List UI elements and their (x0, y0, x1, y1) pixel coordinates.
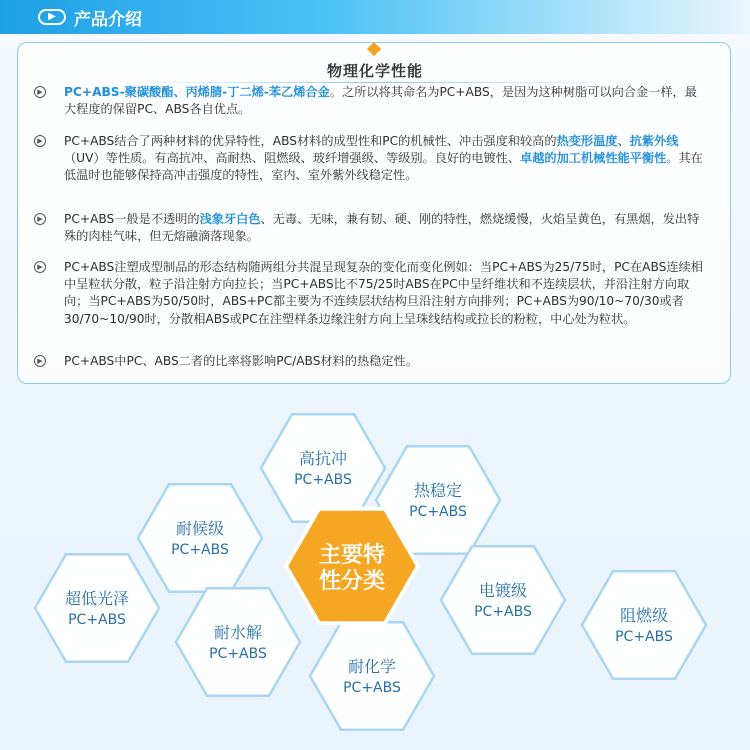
title-divider (125, 82, 625, 83)
hex-title: 耐化学 (347, 657, 397, 676)
hex-subtitle: PC+ABS (343, 680, 401, 696)
highlight-text: 卓越的加工机械性能平衡性 (520, 151, 667, 166)
paragraph-text (38, 84, 703, 118)
bullet-icon: ▶ (34, 261, 46, 273)
feature-hex (138, 484, 262, 591)
feature-hex (261, 414, 385, 521)
hex-title: 超低光泽 (64, 589, 130, 608)
highlight-text: PC+ABS-聚碳酸酯、丙烯腈-丁二烯-苯乙烯合金 (64, 85, 330, 99)
paragraph-text (38, 259, 703, 328)
hex-title: 热稳定 (413, 481, 463, 500)
hex-shape (138, 484, 262, 591)
paragraph-2 (38, 133, 703, 185)
hex-subtitle: PC+ABS (209, 646, 267, 662)
highlight-text: 热变形温度 (556, 134, 618, 148)
feature-hex (582, 571, 706, 678)
feature-hex (441, 546, 565, 653)
text-segment: PC+ABS一般是不透明的 (64, 212, 200, 226)
feature-hex (35, 554, 159, 661)
highlight-text: 抗紫外线 (629, 134, 679, 148)
hex-shape (441, 546, 565, 653)
center-hex-label: 性分类 (318, 569, 386, 594)
hex-subtitle: PC+ABS (474, 604, 532, 620)
play-circle-icon: ▶ (38, 9, 66, 25)
text-segment: PC+ABS中PC、ABS二者的比率将影响PC/ABS材料的热稳定性。 (64, 354, 418, 368)
text-segment: PC+ABS结合了两种材料的优异特性，ABS材料的成型性和PC的机械性、冲击强度和较高的 (64, 134, 557, 148)
bullet-icon: ▶ (34, 86, 46, 98)
hex-shape (176, 588, 300, 695)
feature-hex-diagram (0, 395, 750, 750)
hex-shape (35, 554, 159, 661)
bullet-icon: ▶ (34, 355, 46, 367)
text-segment: 、无毒、无味，兼有韧、硬、刚的特性，燃烧缓慢，火焰呈黄色，有黑烟，发出特殊的肉桂气味，但无熔融滴落现象。 (64, 212, 700, 244)
highlight-text: 浅象牙白色 (199, 212, 261, 226)
paragraph-text (38, 353, 703, 370)
text-segment: 、 (617, 134, 630, 148)
paragraph-text (38, 211, 703, 245)
header-title: 产品介绍 (74, 9, 142, 30)
hex-subtitle: PC+ABS (171, 542, 229, 558)
text-segment: （UV）等性质。有高抗冲、高耐热、阻燃级、玻纤增强级、等级别。良好的电镀性、 (64, 151, 521, 166)
hex-shape (582, 571, 706, 678)
hex-title: 耐候级 (175, 519, 225, 538)
hex-shape (310, 622, 434, 729)
section-title: 物理化学性能 (326, 62, 423, 80)
bullet-icon: ▶ (34, 135, 46, 147)
hex-title: 电镀级 (478, 581, 528, 600)
bullet-icon: ▶ (34, 213, 46, 225)
text-segment: 。之所以将其命名为PC+ABS，是因为这种树脂可以向合金一样，最大程度的保留PC、ABS各自优点。 (64, 85, 697, 117)
header (38, 5, 142, 29)
feature-hex (310, 622, 434, 729)
hex-subtitle: PC+ABS (409, 504, 467, 520)
hex-title: 阻燃级 (619, 606, 669, 625)
hex-subtitle: PC+ABS (68, 612, 126, 628)
paragraph-3 (38, 211, 703, 245)
hex-title: 高抗冲 (298, 449, 348, 468)
hex-shape (261, 414, 385, 521)
paragraph-text (38, 133, 703, 185)
text-segment: 。其在低温时也能够保持高冲击强度的特性，室内、室外紫外线稳定性。 (64, 151, 703, 183)
hex-subtitle: PC+ABS (294, 472, 352, 488)
paragraph-1 (38, 84, 703, 118)
feature-hex (176, 588, 300, 695)
hex-subtitle: PC+ABS (615, 629, 673, 645)
paragraph-4 (38, 259, 703, 328)
text-segment: PC+ABS注塑成型制品的形态结构随两组分共混呈现复杂的变化而变化例如：当PC+ABS为25/75时，PC在ABS连续相中呈粒状分散，粒子沿注射方向拉长；当PC+ABS比不75/25时ABS在PC中呈纤维状和不连续层状，并沿注射方向取向；当PC+ABS为50/50时，ABS+PC都主要为不连续层状结构旦沿注射方向排列；PC+ABS为90/10~70/30或者30/70~10/90时，分散相ABS或PC在注塑样条边缘注射方向上呈珠线结构或拉长的粉粒，中心处为粒状。 (64, 260, 703, 326)
paragraph-5 (38, 353, 703, 370)
center-hex-label: 主要特 (318, 543, 386, 568)
hex-title: 耐水解 (213, 623, 263, 642)
